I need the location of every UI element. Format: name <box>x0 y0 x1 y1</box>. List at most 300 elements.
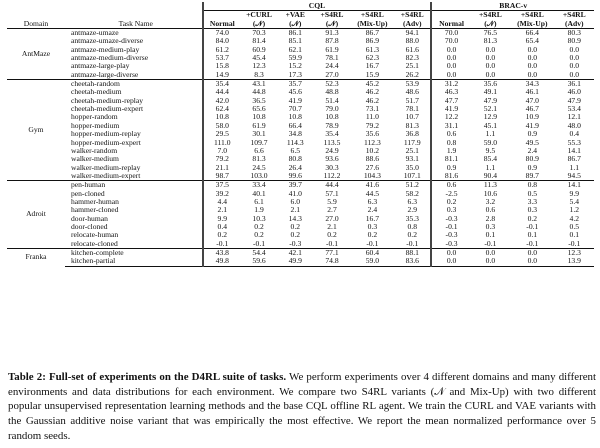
cql-score-cell: 44.4 <box>313 181 350 190</box>
cql-score-cell: 111.0 <box>203 139 241 147</box>
brac-score-cell: 76.5 <box>483 28 498 38</box>
brac-score-cell: 46.3 <box>431 88 470 96</box>
cql-score-cell: 103.0 <box>250 171 268 180</box>
brac-score-cell: 0.0 <box>527 62 538 71</box>
cql-score-cell: 65.6 <box>252 105 266 114</box>
cql-score-cell: 87.8 <box>325 37 339 46</box>
cql-score-cell: 51.4 <box>325 96 339 105</box>
task-name: hammer-cloned <box>70 206 119 215</box>
brac-score-cell: 5.4 <box>569 197 580 206</box>
cql-score-cell: 78.9 <box>325 121 339 130</box>
brac-score-cell: 0.0 <box>527 70 538 79</box>
table-row <box>7 62 594 70</box>
cql-score-cell: 35.3 <box>405 214 419 223</box>
cql-column-header: (Mix-Up) <box>351 20 394 29</box>
cql-score-cell: 88.0 <box>405 37 419 46</box>
cql-score-cell: -0.3 <box>289 239 302 248</box>
task-name: walker-medium-replay <box>70 163 141 172</box>
brac-column-header-top: +S4RL <box>562 10 586 20</box>
cql-score-cell: 5.9 <box>327 197 337 206</box>
brac-score-cell: 49.1 <box>483 88 498 97</box>
brac-score-cell: 48.0 <box>567 121 581 130</box>
task-name: door-human <box>70 214 108 223</box>
brac-score-cell: 9.5 <box>485 146 496 155</box>
brac-score-cell: 0.3 <box>527 206 538 215</box>
cql-score-cell: 6.0 <box>290 197 301 206</box>
brac-score-cell: 31.2 <box>431 80 470 89</box>
cql-score-cell: 43.8 <box>203 248 241 257</box>
brac-score-cell: 0.5 <box>569 222 580 231</box>
cql-score-cell: -0.1 <box>203 240 241 249</box>
cql-score-cell: 83.6 <box>394 257 431 266</box>
cql-score-cell: 46.2 <box>365 96 380 105</box>
brac-score-cell: 0.9 <box>527 130 538 139</box>
cql-column-header-top: +S4RL <box>400 10 424 20</box>
brac-score-cell: -0.3 <box>431 215 470 223</box>
table-row <box>7 198 594 206</box>
brac-score-cell: 0.0 <box>471 257 510 266</box>
brac-column-header: (𝒩) <box>471 20 510 29</box>
cql-score-cell: 2.9 <box>407 206 417 215</box>
table-row <box>7 105 594 113</box>
cql-score-cell: 81.4 <box>252 37 266 46</box>
cql-score-cell: 35.7 <box>277 80 313 89</box>
cql-score-cell: 86.9 <box>365 37 380 46</box>
brac-score-cell: 0.0 <box>569 62 580 71</box>
brac-score-cell: 0.0 <box>431 248 470 257</box>
cql-score-cell: 30.3 <box>325 163 339 172</box>
cql-score-cell: 53.7 <box>203 54 241 62</box>
brac-column-header-top <box>431 11 470 20</box>
table-row <box>7 46 594 54</box>
brac-score-cell: 0.0 <box>569 70 580 79</box>
cql-score-cell: 24.5 <box>252 163 266 172</box>
table-row <box>7 190 594 198</box>
table-row <box>7 206 594 214</box>
cql-score-cell: 10.8 <box>325 113 339 122</box>
cql-score-cell: 88.1 <box>394 248 431 257</box>
cql-score-cell: 46.2 <box>365 88 380 97</box>
cql-score-cell: 2.4 <box>367 206 378 215</box>
brac-score-cell: 0.4 <box>569 130 580 139</box>
task-name: door-cloned <box>70 222 108 231</box>
brac-score-cell: 94.5 <box>567 171 581 180</box>
brac-score-cell: 0.0 <box>431 71 470 80</box>
brac-score-cell: 0.8 <box>510 181 555 190</box>
cql-score-cell: 30.1 <box>252 130 266 139</box>
brac-score-cell: 0.1 <box>485 231 496 240</box>
cql-score-cell: 10.8 <box>252 113 266 122</box>
cql-score-cell: 0.4 <box>203 223 241 231</box>
cql-score-cell: 61.6 <box>405 45 419 54</box>
cql-score-cell: 42.0 <box>203 97 241 105</box>
task-name: antmaze-umaze-diverse <box>70 37 144 46</box>
cql-score-cell: 51.2 <box>394 181 431 190</box>
cql-score-cell: 2.1 <box>327 222 337 231</box>
cql-score-cell: 77.1 <box>313 248 350 257</box>
brac-column-header-top: +S4RL <box>478 10 502 20</box>
cql-score-cell: 9.9 <box>203 215 241 223</box>
cql-score-cell: 0.2 <box>290 222 301 231</box>
brac-score-cell: 0.0 <box>431 46 470 54</box>
cql-score-cell: 60.4 <box>351 248 394 257</box>
cql-score-cell: 1.9 <box>254 206 264 215</box>
cql-score-cell: 0.2 <box>407 231 417 240</box>
table-row <box>7 88 594 96</box>
cql-score-cell: 59.0 <box>351 257 394 266</box>
table-row <box>7 231 594 239</box>
cql-score-cell: 27.0 <box>325 70 339 79</box>
brac-score-cell: 34.3 <box>510 80 555 89</box>
cql-score-cell: 6.3 <box>407 197 417 206</box>
cql-score-cell: 51.7 <box>405 96 419 105</box>
cql-score-cell: 2.1 <box>290 206 301 215</box>
brac-group-header: BRAC-v <box>431 2 594 11</box>
brac-score-cell: 0.0 <box>527 54 538 63</box>
brac-score-cell: 46.0 <box>567 88 581 97</box>
cql-score-cell: 35.6 <box>365 130 380 139</box>
brac-score-cell: 1.2 <box>569 206 580 215</box>
task-name: kitchen-complete <box>65 248 203 257</box>
brac-score-cell: 3.2 <box>485 197 496 206</box>
brac-score-cell: -0.1 <box>431 223 470 231</box>
brac-score-cell: 14.1 <box>555 181 594 190</box>
brac-score-cell: 12.2 <box>431 113 470 121</box>
task-name: walker-medium <box>70 155 119 164</box>
cql-score-cell: 35.4 <box>325 130 339 139</box>
cql-score-cell: 12.3 <box>252 62 266 71</box>
cql-score-cell: 27.6 <box>365 163 380 172</box>
brac-score-cell: -0.3 <box>431 240 470 249</box>
cql-score-cell: 40.1 <box>252 189 266 198</box>
table-row <box>7 147 594 155</box>
cql-column-header: (𝒩) <box>313 20 350 29</box>
brac-score-cell: 0.0 <box>431 54 470 62</box>
cql-score-cell: 14.3 <box>288 214 302 223</box>
brac-score-cell: 80.9 <box>525 155 539 164</box>
cql-column-header: (𝒩) <box>241 20 277 29</box>
cql-score-cell: 48.6 <box>405 88 419 97</box>
brac-score-cell: 0.0 <box>431 257 470 266</box>
brac-score-cell: 0.6 <box>431 130 470 138</box>
cql-score-cell: 86.1 <box>288 28 302 38</box>
brac-score-cell: -0.3 <box>431 231 470 239</box>
cql-score-cell: 44.4 <box>203 88 241 96</box>
domain-label: Franka <box>7 248 65 266</box>
cql-score-cell: 0.2 <box>254 222 264 231</box>
brac-column-header: (Adv) <box>555 20 594 29</box>
brac-score-cell: -2.5 <box>431 190 470 198</box>
cql-score-cell: 70.7 <box>288 105 302 114</box>
brac-score-cell: 46.7 <box>525 105 539 114</box>
cql-score-cell: 33.4 <box>241 181 277 190</box>
cql-score-cell: 114.3 <box>286 138 304 147</box>
cql-score-cell: 39.7 <box>277 181 313 190</box>
task-name: hopper-medium <box>70 121 120 130</box>
cql-score-cell: 45.4 <box>252 54 266 63</box>
brac-column-header-top: +S4RL <box>520 10 544 20</box>
brac-score-cell: 47.0 <box>525 96 539 105</box>
brac-score-cell: 11.3 <box>471 181 510 190</box>
table-row <box>7 248 594 257</box>
cql-score-cell: 6.5 <box>290 146 301 155</box>
table-row <box>7 240 594 249</box>
cql-score-cell: 42.1 <box>277 248 313 257</box>
cql-score-cell: 43.1 <box>241 80 277 89</box>
cql-score-cell: 39.2 <box>203 190 241 198</box>
task-name: walker-medium-expert <box>70 171 141 180</box>
brac-score-cell: 0.6 <box>431 181 470 190</box>
cql-score-cell: 82.3 <box>405 54 419 63</box>
brac-score-cell: 0.0 <box>485 70 496 79</box>
cql-score-cell: 7.0 <box>203 147 241 155</box>
table-row <box>7 29 594 38</box>
brac-score-cell: 53.4 <box>567 105 581 114</box>
cql-score-cell: 2.1 <box>203 206 241 214</box>
brac-score-cell: 47.9 <box>567 96 581 105</box>
cql-score-cell: 26.4 <box>288 163 302 172</box>
brac-score-cell: 0.9 <box>527 163 538 172</box>
table-row <box>7 181 594 190</box>
brac-score-cell: 12.1 <box>567 113 581 122</box>
cql-score-cell: 117.9 <box>403 138 421 147</box>
cql-score-cell: 58.2 <box>405 189 419 198</box>
task-name: kitchen-partial <box>65 257 203 266</box>
table-row <box>7 80 594 89</box>
cql-score-cell: 0.2 <box>203 231 241 239</box>
brac-score-cell: 0.0 <box>485 45 496 54</box>
cql-score-cell: 15.2 <box>288 62 302 71</box>
table-row <box>7 113 594 121</box>
brac-score-cell: 1.1 <box>485 163 496 172</box>
brac-score-cell: 0.3 <box>431 206 470 214</box>
cql-score-cell: 94.1 <box>405 28 419 38</box>
cql-score-cell: 45.6 <box>288 88 302 97</box>
task-name: cheetah-medium <box>70 88 122 97</box>
brac-score-cell: 65.4 <box>525 37 539 46</box>
cql-score-cell: 81.3 <box>252 155 266 164</box>
brac-score-cell: 10.6 <box>483 189 498 198</box>
cql-score-cell: 25.1 <box>405 62 419 71</box>
task-name: cheetah-medium-expert <box>70 105 144 114</box>
brac-score-cell: 0.1 <box>569 231 580 240</box>
cql-score-cell: 41.0 <box>288 189 302 198</box>
cql-score-cell: 49.8 <box>203 257 241 266</box>
cql-score-cell: 26.2 <box>405 70 419 79</box>
brac-score-cell: 4.2 <box>569 214 580 223</box>
cql-score-cell: 54.4 <box>241 248 277 257</box>
cql-score-cell: -0.1 <box>325 239 339 248</box>
brac-score-cell: 85.4 <box>483 155 498 164</box>
cql-score-cell: 80.8 <box>288 155 302 164</box>
cql-score-cell: 44.8 <box>252 88 266 97</box>
task-name: hopper-medium-replay <box>70 130 141 139</box>
brac-score-cell: 45.1 <box>483 121 498 130</box>
brac-score-cell: 0.5 <box>527 189 538 198</box>
cql-score-cell: 78.1 <box>405 105 419 114</box>
brac-score-cell: 49.5 <box>525 138 539 147</box>
brac-score-cell: 0.6 <box>485 206 496 215</box>
table-caption <box>8 370 596 444</box>
domain-column-header: Domain <box>7 20 65 29</box>
brac-score-cell: -0.1 <box>526 222 539 231</box>
brac-score-cell: 1.9 <box>431 147 470 155</box>
cql-score-cell: 48.8 <box>325 88 339 97</box>
task-name: antmaze-medium-diverse <box>70 54 149 63</box>
cql-score-cell: 0.2 <box>327 231 337 240</box>
brac-score-cell: 86.7 <box>567 155 581 164</box>
cql-score-cell: -0.1 <box>406 239 419 248</box>
cql-score-cell: 4.4 <box>203 198 241 206</box>
brac-score-cell: -0.1 <box>484 239 497 248</box>
task-name: hopper-random <box>70 113 118 122</box>
cql-score-cell: 14.9 <box>203 71 241 80</box>
cql-score-cell: 2.7 <box>327 206 337 215</box>
task-name: pen-cloned <box>70 189 105 198</box>
cql-score-cell: 36.8 <box>405 130 419 139</box>
cql-score-cell: 74.0 <box>203 29 241 38</box>
cql-score-cell: 35.4 <box>203 80 241 89</box>
task-name: hopper-medium-expert <box>70 138 141 147</box>
brac-score-cell: 81.3 <box>483 37 498 46</box>
brac-score-cell: 36.1 <box>555 80 594 89</box>
cql-score-cell: 6.3 <box>367 197 378 206</box>
brac-score-cell: 0.0 <box>527 45 538 54</box>
brac-score-cell: 0.0 <box>485 54 496 63</box>
cql-score-cell: 44.5 <box>365 189 380 198</box>
cql-score-cell: 10.7 <box>405 113 419 122</box>
cql-score-cell: 49.9 <box>277 257 313 266</box>
task-column-header: Task Name <box>65 20 203 29</box>
cql-score-cell: 81.3 <box>405 121 419 130</box>
cql-score-cell: 61.3 <box>365 45 380 54</box>
brac-score-cell: 0.8 <box>431 139 470 147</box>
table-row <box>7 54 594 62</box>
cql-score-cell: 34.8 <box>288 130 302 139</box>
table-row <box>7 172 594 181</box>
brac-score-cell: -0.1 <box>526 239 539 248</box>
task-name: antmaze-large-diverse <box>70 70 139 79</box>
cql-score-cell: 104.3 <box>363 171 381 180</box>
brac-score-cell: 0.0 <box>485 62 496 71</box>
cql-column-header-top: +VAE <box>285 10 305 20</box>
domain-label: Adroit <box>7 181 65 249</box>
table-row <box>7 97 594 105</box>
cql-score-cell: 15.8 <box>203 62 241 70</box>
cql-score-cell: 10.8 <box>203 113 241 121</box>
cql-score-cell: 62.4 <box>203 105 241 113</box>
brac-score-cell: 47.9 <box>483 96 498 105</box>
cql-score-cell: 98.7 <box>203 172 241 181</box>
cql-score-cell: 0.2 <box>290 231 301 240</box>
cql-score-cell: 6.6 <box>254 146 264 155</box>
header-spacer <box>65 11 203 20</box>
task-name: antmaze-medium-play <box>70 45 140 54</box>
cql-score-cell: 16.7 <box>365 214 380 223</box>
cql-score-cell: 109.7 <box>250 138 268 147</box>
cql-score-cell: 79.2 <box>203 155 241 163</box>
cql-score-cell: 74.8 <box>313 257 350 266</box>
domain-label: Gym <box>7 80 65 181</box>
cql-score-cell: -0.1 <box>366 239 379 248</box>
brac-score-cell: 13.9 <box>555 257 594 266</box>
brac-score-cell: 0.3 <box>485 222 496 231</box>
brac-score-cell: 1.1 <box>485 130 496 139</box>
table-row <box>7 71 594 80</box>
task-name: antmaze-large-play <box>70 62 130 71</box>
table-row <box>7 122 594 130</box>
brac-score-cell: 47.7 <box>431 97 470 105</box>
cql-score-cell: 59.6 <box>241 257 277 266</box>
brac-score-cell: 70.0 <box>431 37 470 45</box>
domain-label: AntMaze <box>21 48 51 58</box>
brac-score-cell: 0.2 <box>431 198 470 206</box>
brac-score-cell: 2.8 <box>485 214 496 223</box>
brac-score-cell: 89.7 <box>525 171 539 180</box>
cql-score-cell: 21.1 <box>203 164 241 172</box>
cql-score-cell: 0.2 <box>254 231 264 240</box>
cql-score-cell: 10.3 <box>252 214 266 223</box>
cql-score-cell: 93.6 <box>325 155 339 164</box>
cql-score-cell: 35.0 <box>405 163 419 172</box>
task-name: hammer-human <box>70 197 119 206</box>
task-name: antmaze-umaze <box>70 28 119 38</box>
brac-score-cell: 0.9 <box>431 164 470 172</box>
brac-score-cell: 3.3 <box>527 197 538 206</box>
cql-score-cell: 61.9 <box>252 121 266 130</box>
brac-score-cell: 0.0 <box>510 248 555 257</box>
brac-score-cell: 80.9 <box>567 37 581 46</box>
brac-score-cell: 0.1 <box>527 231 538 240</box>
cql-score-cell: 57.1 <box>325 189 339 198</box>
cql-score-cell: 88.6 <box>365 155 380 164</box>
brac-score-cell: 12.3 <box>555 248 594 257</box>
cql-column-header: Normal <box>203 20 241 29</box>
cql-score-cell: 16.7 <box>365 62 380 71</box>
cql-score-cell: 41.9 <box>288 96 302 105</box>
cql-score-cell: 11.0 <box>365 113 379 122</box>
cql-column-header-top: +S4RL <box>320 10 344 20</box>
cql-score-cell: 58.0 <box>203 122 241 130</box>
cql-score-cell: 61.2 <box>203 46 241 54</box>
brac-score-cell: 10.9 <box>525 113 539 122</box>
cql-score-cell: 52.3 <box>313 80 350 89</box>
brac-score-cell: -0.1 <box>568 239 581 248</box>
cql-group-header: CQL <box>203 2 432 11</box>
brac-score-cell: 0.0 <box>569 54 580 63</box>
cql-score-cell: 79.2 <box>365 121 380 130</box>
brac-score-cell: 1.1 <box>569 163 580 172</box>
cql-score-cell: 112.3 <box>363 138 381 147</box>
cql-column-header-top: +CURL <box>246 10 272 20</box>
cql-score-cell: 24.9 <box>325 146 339 155</box>
cql-score-cell: -0.1 <box>253 239 266 248</box>
cql-score-cell: 15.9 <box>365 70 380 79</box>
cql-column-header-top: +S4RL <box>360 10 384 20</box>
cql-score-cell: 85.1 <box>288 37 302 46</box>
cql-score-cell: 79.0 <box>325 105 339 114</box>
table-row <box>7 155 594 163</box>
cql-score-cell: 93.1 <box>405 155 419 164</box>
brac-score-cell: 31.1 <box>431 122 470 130</box>
brac-score-cell: 2.4 <box>527 146 538 155</box>
brac-score-cell: 0.0 <box>431 62 470 70</box>
cql-score-cell: 37.5 <box>203 181 241 190</box>
brac-score-cell: 81.6 <box>431 172 470 181</box>
cql-score-cell: 61.9 <box>325 45 339 54</box>
brac-score-cell: 0.2 <box>527 214 538 223</box>
cql-column-header-top <box>203 11 241 20</box>
